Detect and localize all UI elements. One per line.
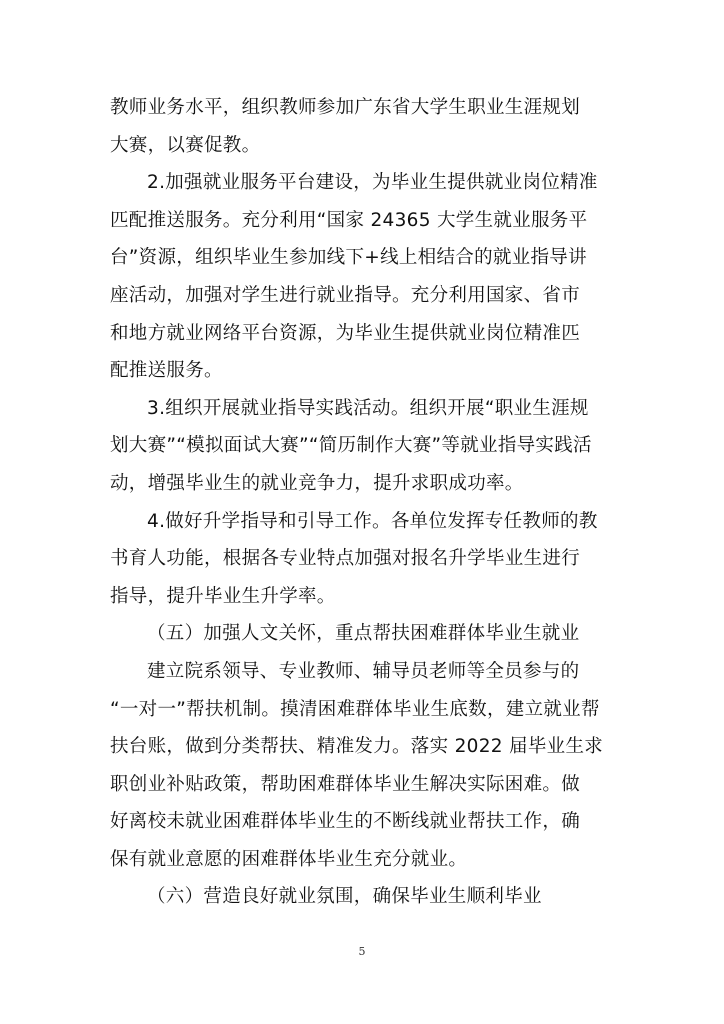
body-text (110, 89, 626, 916)
paragraph-item-4-start: 4.做好升学指导和引导工作。各单位发挥专任教师的教 (147, 510, 598, 532)
text-line: 扶台账，做到分类帮扶、精准发力。落实 2022 届毕业生求 (110, 736, 604, 758)
text-line: 和地方就业网络平台资源，为毕业生提供就业岗位精准匹 (110, 322, 581, 344)
section-heading-6: （六）营造良好就业氛围，确保毕业生顺利毕业 (147, 886, 542, 908)
text-line: 匹配推送服务。充分利用“国家 24365 大学生就业服务平 (110, 209, 588, 231)
paragraph-item-3-start: 3.组织开展就业指导实践活动。组织开展“职业生涯规 (147, 397, 589, 419)
text-line: “一对一”帮扶机制。摸清困难群体毕业生底数，建立就业帮 (110, 698, 600, 720)
text-line: 座活动，加强对学生进行就业指导。充分利用国家、省市 (110, 284, 581, 306)
text-line: 配推送服务。 (110, 360, 223, 382)
text-line: 教师业务水平，组织教师参加广东省大学生职业生涯规划 (110, 97, 581, 118)
text-line: 好离校未就业困难群体毕业生的不断线就业帮扶工作，确 (110, 811, 581, 833)
paragraph-item-2-start: 2.加强就业服务平台建设，为毕业生提供就业岗位精准 (147, 172, 598, 194)
paragraph-start: 建立院系领导、专业教师、辅导员老师等全员参与的 (147, 660, 580, 682)
text-line: 指导，提升毕业生升学率。 (110, 585, 336, 607)
text-line: 书育人功能，根据各专业特点加强对报名升学毕业生进行 (110, 548, 581, 570)
text-line: 大赛，以赛促教。 (110, 134, 261, 156)
text-line: 动，增强毕业生的就业竞争力，提升求职成功率。 (110, 472, 524, 494)
text-line: 台”资源，组织毕业生参加线下+线上相结合的就业指导讲 (110, 247, 587, 269)
text-line: 保有就业意愿的困难群体毕业生充分就业。 (110, 848, 468, 870)
text-line: 划大赛”“模拟面试大赛”“简历制作大赛”等就业指导实践活 (110, 435, 592, 457)
page-number: 5 (358, 945, 366, 958)
section-heading-5: （五）加强人文关怀，重点帮扶困难群体毕业生就业 (147, 623, 580, 645)
text-line: 职创业补贴政策，帮助困难群体毕业生解决实际困难。做 (110, 773, 581, 795)
